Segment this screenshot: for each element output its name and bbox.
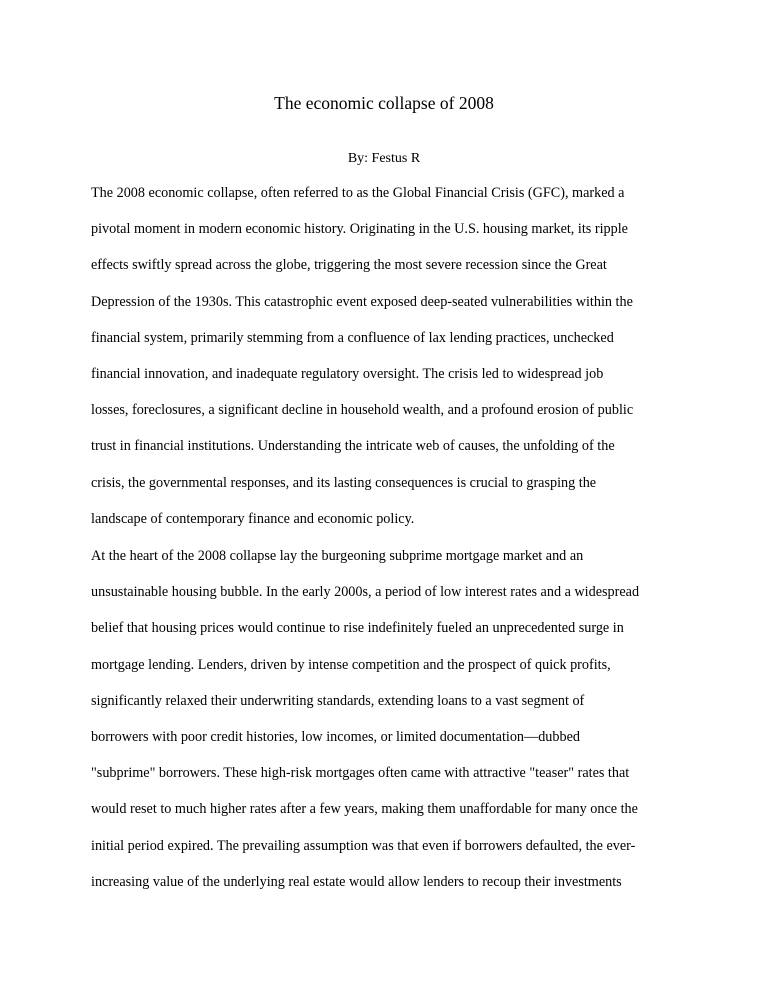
paragraph-line: crisis, the governmental responses, and its lasting consequences is crucial to grasping the [91, 474, 597, 491]
paragraph-line: significantly relaxed their underwriting standards, extending loans to a vast segment of [91, 692, 585, 709]
paragraph-line: Depression of the 1930s. This catastrophic event exposed deep-seated vulnerabilities within the [91, 293, 633, 310]
paragraph-line: mortgage lending. Lenders, driven by intense competition and the prospect of quick profits, [91, 656, 611, 673]
paragraph-line: borrowers with poor credit histories, low incomes, or limited documentation—dubbed [91, 728, 580, 745]
document-title: The economic collapse of 2008 [274, 93, 494, 113]
paragraph-line: initial period expired. The prevailing assumption was that even if borrowers defaulted, the ever- [91, 837, 636, 854]
paragraph-line: landscape of contemporary finance and economic policy. [91, 510, 415, 527]
paragraph-line: increasing value of the underlying real estate would allow lenders to recoup their investments [91, 873, 622, 890]
paragraph-2 [91, 538, 691, 900]
paragraph-line: would reset to much higher rates after a few years, making them unaffordable for many once the [91, 801, 638, 818]
paragraph-line: unsustainable housing bubble. In the early 2000s, a period of low interest rates and a widespread [91, 584, 640, 601]
paragraph-line: effects swiftly spread across the globe, triggering the most severe recession since the Great [91, 257, 607, 274]
paragraph-1 [91, 175, 691, 537]
paragraph-line: financial innovation, and inadequate regulatory oversight. The crisis led to widespread job [91, 365, 604, 382]
paragraph-line: losses, foreclosures, a significant decline in household wealth, and a profound erosion of public [91, 402, 634, 419]
paragraph-line: belief that housing prices would continue to rise indefinitely fueled an unprecedented surge in [91, 620, 624, 637]
paragraph-line: pivotal moment in modern economic history. Originating in the U.S. housing market, its ripple [91, 221, 628, 238]
paragraph-line: At the heart of the 2008 collapse lay the burgeoning subprime mortgage market and an [91, 548, 584, 564]
paragraph-line: "subprime" borrowers. These high-risk mortgages often came with attractive "teaser" rates that [91, 765, 630, 782]
paragraph-line: trust in financial institutions. Understanding the intricate web of causes, the unfolding of the [91, 438, 615, 455]
paragraph-line: The 2008 economic collapse, often referred to as the Global Financial Crisis (GFC), marked a [91, 185, 625, 201]
paragraph-line: financial system, primarily stemming from a confluence of lax lending practices, unchecked [91, 329, 614, 346]
document-byline: By: Festus R [347, 151, 421, 166]
